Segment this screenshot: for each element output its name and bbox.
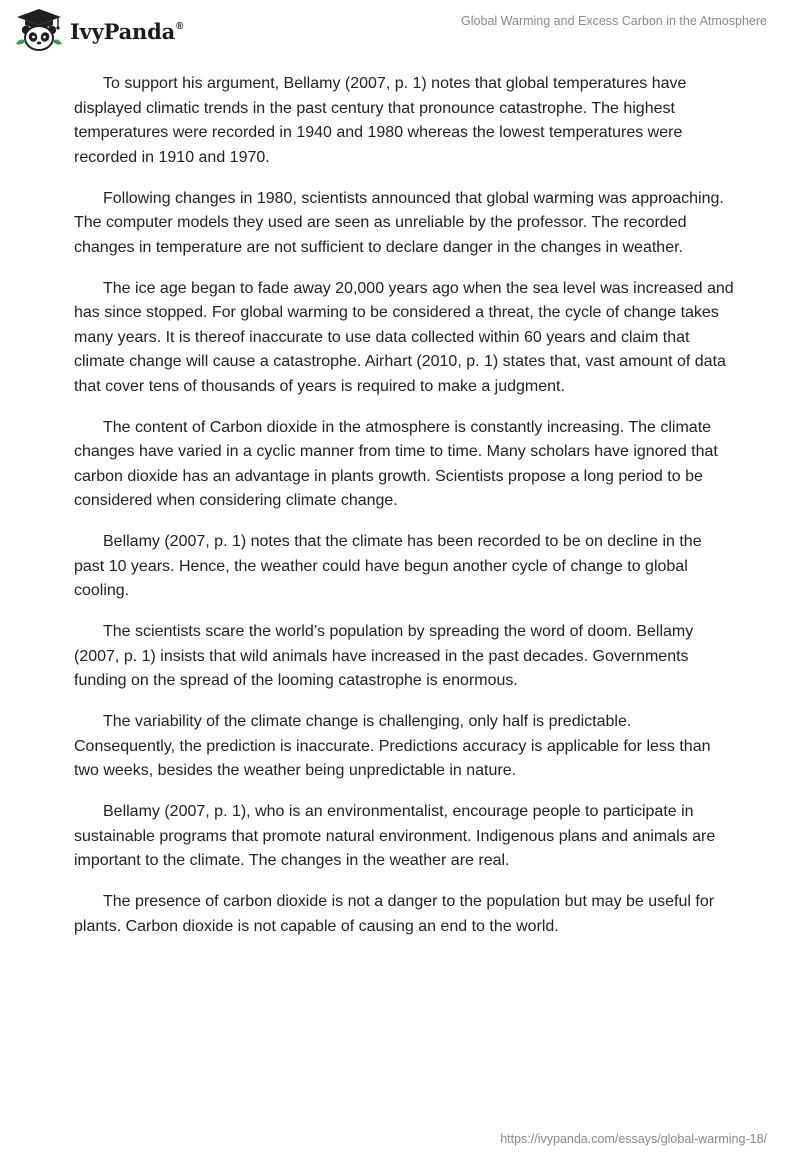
panda-graduate-logo-icon bbox=[14, 8, 64, 52]
paragraph: Bellamy (2007, p. 1), who is an environmentalist, encourage people to participate in sustainable programs that promote natural environment. Indigenous plans and animals are important to the climate. The changes in the weather are real. bbox=[74, 803, 716, 869]
paragraph: Following changes in 1980, scientists announced that global warming was approaching. The computer models they used are seen as unreliable by the professor. The recorded changes in temperature are not sufficient to declare danger in the changes in weather. bbox=[74, 189, 724, 256]
paragraph: The content of Carbon dioxide in the atmosphere is constantly increasing. The climate changes have varied in a cyclic manner from time to time. Many scholars have ignored that carbon dioxide has an advantage in plants growth. Scientists propose a long period to be considered when considering climate change. bbox=[74, 418, 718, 509]
registered-mark: ® bbox=[176, 20, 184, 32]
paragraph: Bellamy (2007, p. 1) notes that the climate has been recorded to be on decline in the past 10 years. Hence, the weather could have begun another cycle of change to global cooling. bbox=[74, 533, 702, 599]
source-url-link[interactable]: https://ivypanda.com/essays/global-warming-18/ bbox=[500, 1132, 767, 1146]
paragraph: The presence of carbon dioxide is not a danger to the population but may be useful for plants. Carbon dioxide is not capable of causing an end to the world. bbox=[74, 893, 715, 935]
paragraph: To support his argument, Bellamy (2007, p. 1) notes that global temperatures have displayed climatic trends in the past century that pronounce catastrophe. The highest temperatures were recorded in 1940 and 1980 whereas the lowest temperatures were recorded in 1910 and 1970. bbox=[74, 75, 687, 166]
paragraph: The scientists scare the world’s population by spreading the word of doom. Bellamy (2007, p. 1) insists that wild animals have increased in the past decades. Governments funding on the spread of the looming catastrophe is enormous. bbox=[74, 623, 694, 689]
page-header bbox=[0, 0, 800, 60]
paragraph: The ice age began to fade away 20,000 years ago when the sea level was increased and has since stopped. For global warming to be considered a threat, the cycle of change takes many years. It is thereof inaccurate to use data collected within 60 years and claim that climate change will cause a catastrophe. Airhart (2010, p. 1) states that, vast amount of data that cover tens of thousands of years is required to make a judgment. bbox=[74, 279, 734, 395]
document-title: Global Warming and Excess Carbon in the Atmosphere bbox=[461, 14, 767, 28]
brand-logo[interactable] bbox=[14, 8, 183, 52]
paragraph: The variability of the climate change is challenging, only half is predictable. Consequently, the prediction is inaccurate. Predictions accuracy is applicable for less than two weeks, besides the weather being unpredictable in nature. bbox=[74, 713, 711, 779]
brand-name: IvyPanda® bbox=[70, 18, 184, 44]
essay-body bbox=[74, 72, 734, 956]
